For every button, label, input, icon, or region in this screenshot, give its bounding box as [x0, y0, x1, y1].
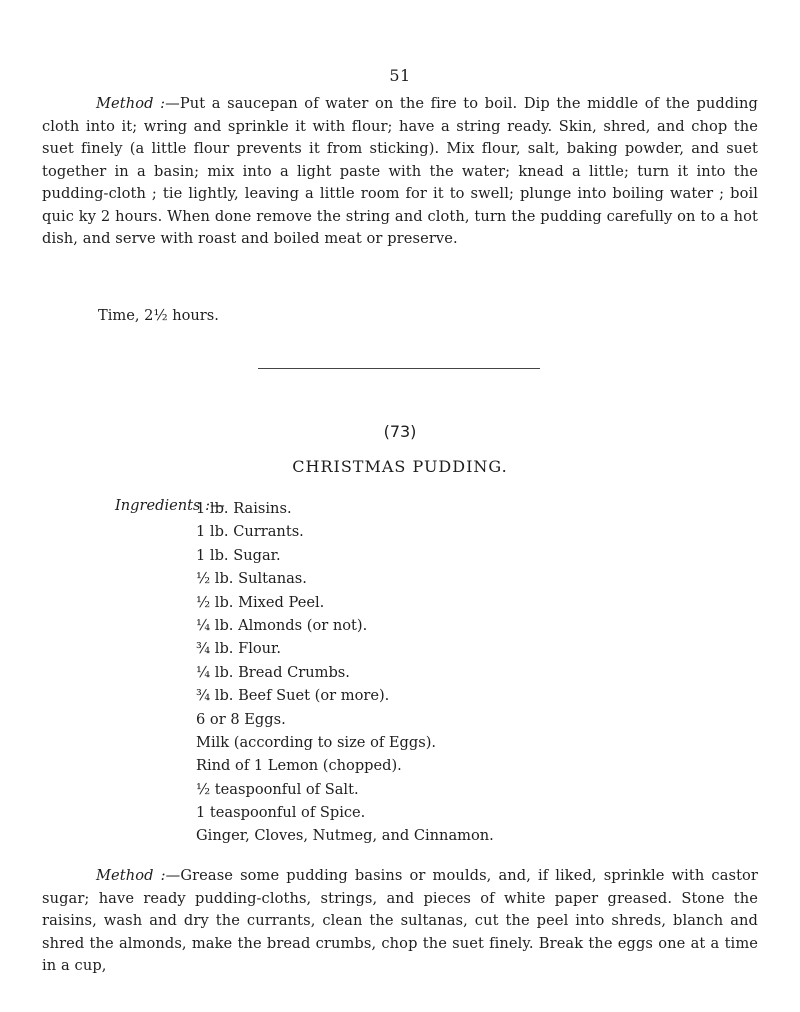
- method-paragraph-2: [42, 865, 758, 978]
- recipe-title: CHRISTMAS PUDDING.: [292, 457, 508, 476]
- ingredient-item: ¼ lb. Bread Crumbs.: [196, 663, 350, 681]
- ingredient-item: ¾ lb. Beef Suet (or more).: [196, 687, 390, 705]
- ingredient-item: Rind of 1 Lemon (chopped).: [196, 757, 402, 775]
- ingredient-item: 1 lb. Raisins.: [196, 500, 292, 517]
- method-label-2: Method :: [96, 867, 166, 884]
- section-divider: [258, 368, 540, 369]
- method-label: Method :: [96, 95, 166, 112]
- ingredient-item: 6 or 8 Eggs.: [196, 710, 286, 728]
- ingredients-label: Ingredients :—: [115, 497, 225, 514]
- method-text-2: —Grease some pudding basins or moulds, and, if liked, sprinkle with castor sugar; have ready pudding-cloths, strings, and pieces of white paper greased. Stone the raisins, wash and dry the currants, clean the sultanas, cut the peel into shreds, blanch and shred the almonds, make the bread crumbs, chop the suet finely. Break the eggs one at a time in a cup,: [42, 867, 759, 974]
- ingredient-item: Milk (according to size of Eggs).: [196, 733, 437, 751]
- ingredient-item: 1 lb. Sugar.: [196, 546, 281, 564]
- ingredient-item: 1 teaspoonful of Spice.: [196, 804, 366, 822]
- method-text: —Put a saucepan of water on the fire to boil. Dip the middle of the pudding cloth into it; wring and sprinkle it with flour; have a string ready. Skin, shred, and chop the suet finely (a little flour prevents it from sticking). Mix flour, salt, baking powder, and suet together in a basin; mix into a light paste with the water; knead a little; turn it into the pudding-cloth ; tie lightly, leaving a little room for it to swell; plunge into boiling water ; boil quic ky 2 hours. When done remove the string and cloth, turn the pudding carefully on to a hot dish, and serve with roast and boiled meat or preserve.: [42, 95, 759, 247]
- ingredient-item: ½ lb. Mixed Peel.: [196, 593, 325, 611]
- ingredient-item: ½ lb. Sultanas.: [196, 570, 307, 588]
- ingredient-item: 1 lb. Currants.: [196, 523, 304, 541]
- cooking-time: Time, 2½ hours.: [98, 307, 219, 324]
- page-number: 51: [389, 66, 411, 85]
- recipe-number: (73): [383, 422, 417, 441]
- ingredients-list: [196, 497, 716, 848]
- ingredient-item: ¾ lb. Flour.: [196, 640, 282, 658]
- ingredient-item: ½ teaspoonful of Salt.: [196, 780, 359, 798]
- ingredient-item: ¼ lb. Almonds (or not).: [196, 616, 368, 634]
- method-paragraph: [42, 93, 758, 251]
- ingredient-item: Ginger, Cloves, Nutmeg, and Cinnamon.: [196, 827, 494, 845]
